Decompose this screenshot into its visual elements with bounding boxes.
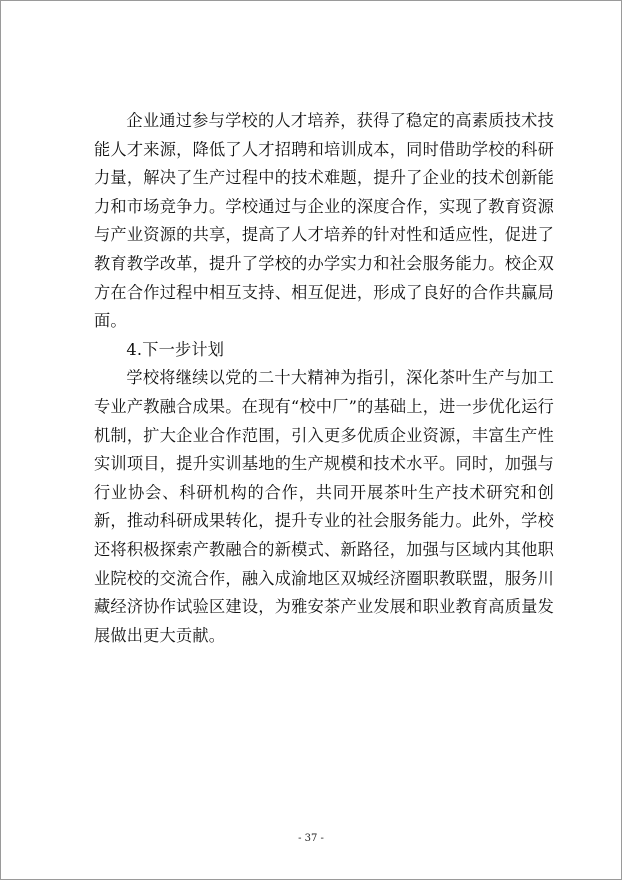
page-body	[94, 107, 554, 650]
paragraph-cooperation-benefits: 企业通过参与学校的人才培养，获得了稳定的高素质技术技能人才来源，降低了人才招聘和培训成本，同时借助学校的科研力量，解决了生产过程中的技术难题，提升了企业的技术创新能力和市场竞争力。学校通过与企业的深度合作，实现了教育资源与产业资源的共享，提高了人才培养的针对性和适应性，促进了教育教学改革，提升了学校的办学实力和社会服务能力。校企双方在合作过程中相互支持、相互促进，形成了良好的合作共赢局面。	[94, 111, 554, 331]
page-number: - 37 -	[298, 833, 324, 844]
section-heading-next-plan: 4.下一步计划	[126, 339, 225, 359]
paragraph-next-plan: 学校将继续以党的二十大精神为指引，深化茶叶生产与加工专业产教融合成果。在现有“校中厂”的基础上，进一步优化运行机制，扩大企业合作范围，引入更多优质企业资源，丰富生产性实训项目，提升实训基地的生产规模和技术水平。同时，加强与行业协会、科研机构的合作，共同开展茶叶生产技术研究和创新，推动科研成果转化，提升专业的社会服务能力。此外，学校还将积极探索产教融合的新模式、新路径，加强与区域内其他职业院校的交流合作，融入成渝地区双城经济圈职教联盟，服务川藏经济协作试验区建设，为雅安茶产业发展和职业教育高质量发展做出更大贡献。	[94, 368, 554, 645]
